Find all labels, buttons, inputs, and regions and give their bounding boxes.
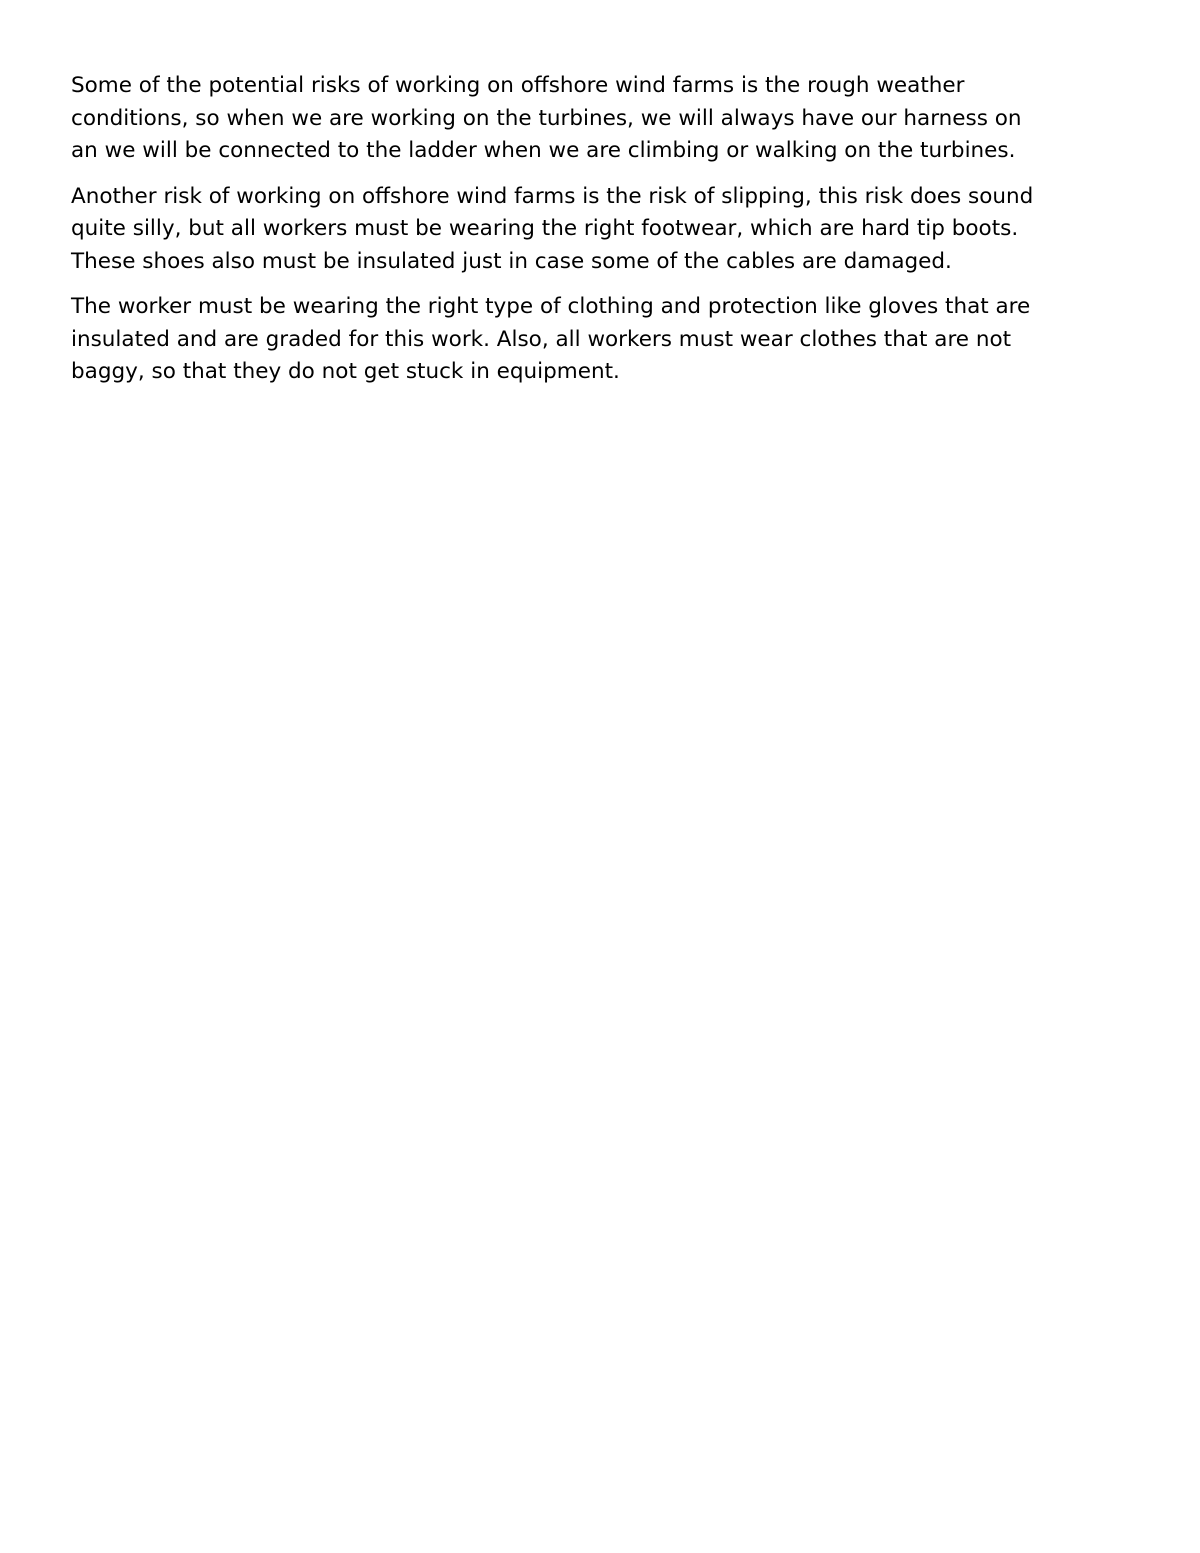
paragraph-line: The worker must be wearing the right type of clothing and protection like gloves that are [71,294,1031,319]
paragraph-line: baggy, so that they do not get stuck in equipment. [71,359,620,384]
paragraph-line: quite silly, but all workers must be wearing the right footwear, which are hard tip boots. [71,216,1019,241]
paragraph-line: conditions, so when we are working on the turbines, we will always have our harness on [71,105,1022,131]
document-body [71,70,1131,389]
paragraph-slipping-risk [71,181,1131,279]
paragraph-line: Another risk of working on offshore wind farms is the risk of slipping, this risk does sound [71,183,1034,209]
paragraph-harness-risk [71,70,1131,168]
paragraph-line: insulated and are graded for this work. Also, all workers must wear clothes that are not [71,326,1012,352]
paragraph-line: Some of the potential risks of working on offshore wind farms is the rough weather [71,73,965,98]
paragraph-clothing-risk [71,291,1131,389]
paragraph-line: an we will be connected to the ladder when we are climbing or walking on the turbines. [71,138,1016,163]
paragraph-line: These shoes also must be insulated just in case some of the cables are damaged. [71,248,952,274]
